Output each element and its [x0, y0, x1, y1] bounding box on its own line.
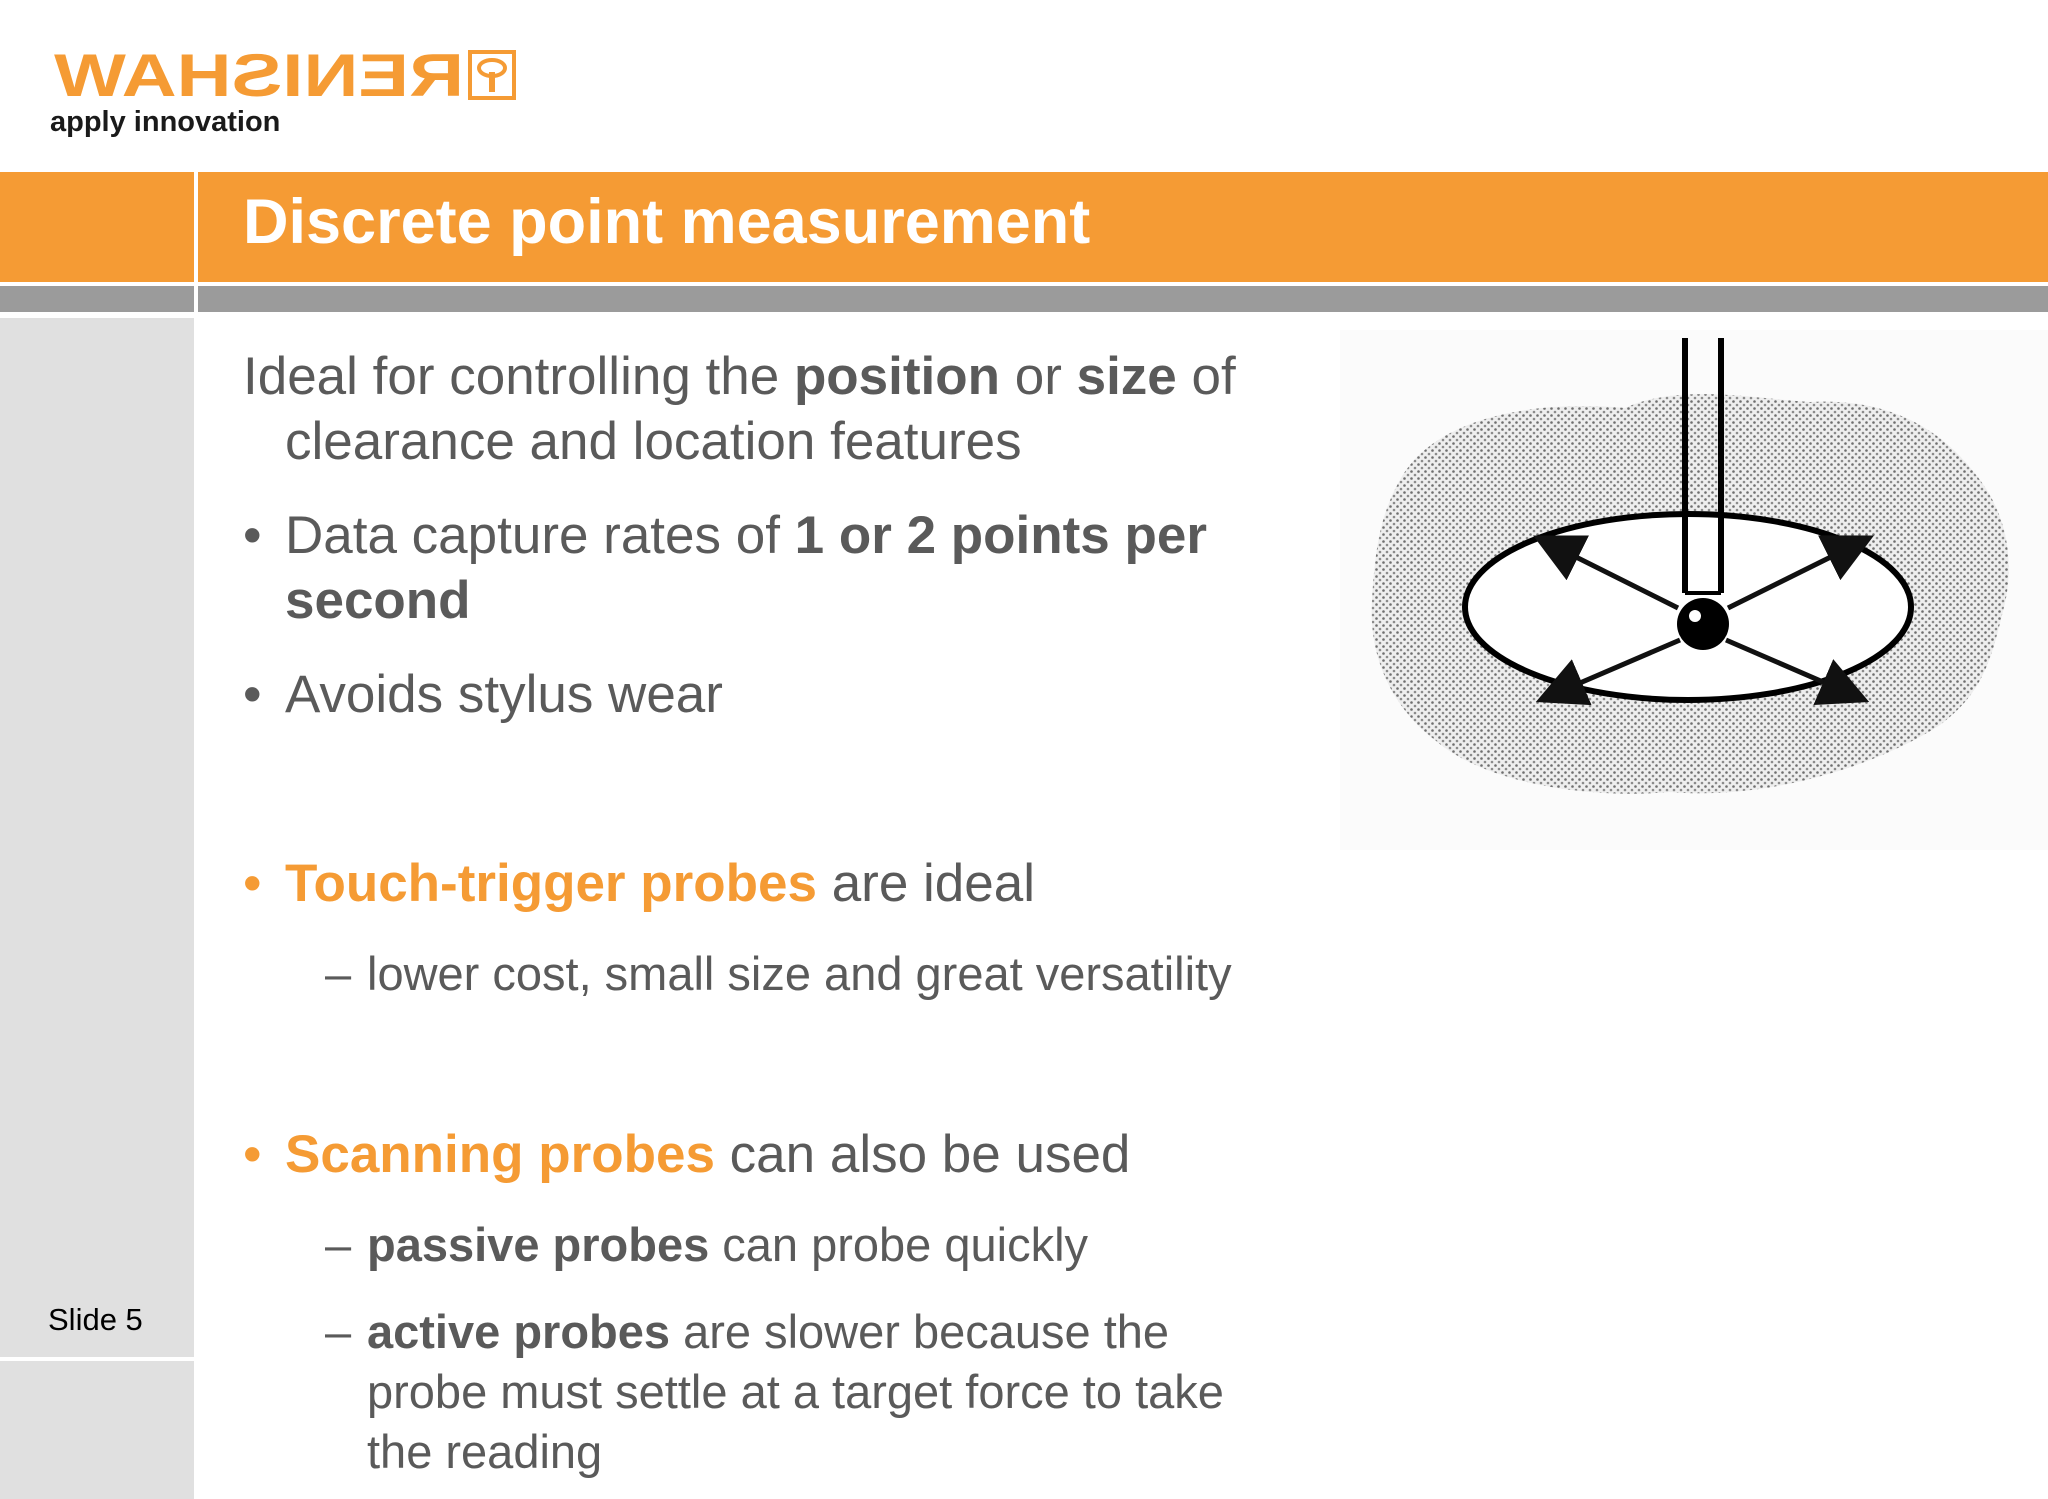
slide-title: Discrete point measurement — [243, 187, 1091, 257]
emphasis-position: position — [793, 347, 1001, 406]
header-divider — [194, 172, 198, 318]
sidebar-divider — [0, 1357, 194, 1361]
brand-tagline: apply innovation — [50, 106, 281, 138]
intro-paragraph: Ideal for controlling the position or size of clearance and location features — [243, 347, 1236, 471]
stylus-ball — [1677, 598, 1729, 650]
logo-wordmark — [48, 46, 468, 102]
svg-text:RENISHAW: RENISHAW — [53, 46, 464, 102]
renishaw-logo — [48, 46, 474, 102]
sub-active-probes: – active probes are slower because the probe must settle at a target force to take the reading — [243, 1302, 1333, 1482]
bullet-capture-rate: • Data capture rates of 1 or 2 points per second — [243, 503, 1333, 633]
bullet-touch-trigger: • Touch-trigger probes are ideal — [243, 851, 1333, 916]
emphasis-size: size — [1076, 347, 1177, 406]
bullet-dot-icon: • — [243, 506, 262, 565]
dash-marker: – — [325, 1305, 352, 1358]
stylus-ball-highlight — [1689, 610, 1701, 622]
highlight-touch-trigger: Touch-trigger probes — [285, 854, 817, 913]
slide-body — [243, 344, 1333, 1482]
sub-touch-benefits: – lower cost, small size and great versatility — [243, 944, 1333, 1004]
bullet-dot-icon: • — [243, 854, 262, 913]
dash-marker: – — [325, 947, 352, 1000]
title-underline-bar — [0, 286, 2048, 312]
slide-number: Slide 5 — [48, 1302, 143, 1337]
renishaw-emblem-icon — [468, 50, 516, 100]
bullet-stylus-wear: • Avoids stylus wear — [243, 662, 1333, 727]
bullet-dot-icon: • — [243, 1125, 262, 1184]
probe-measurement-figure — [1340, 330, 2048, 850]
bullet-scanning: • Scanning probes can also be used — [243, 1122, 1333, 1187]
highlight-scanning: Scanning probes — [285, 1125, 715, 1184]
dash-marker: – — [325, 1218, 352, 1271]
sub-passive-probes: – passive probes can probe quickly — [243, 1215, 1333, 1275]
bullet-dot-icon: • — [243, 665, 262, 724]
